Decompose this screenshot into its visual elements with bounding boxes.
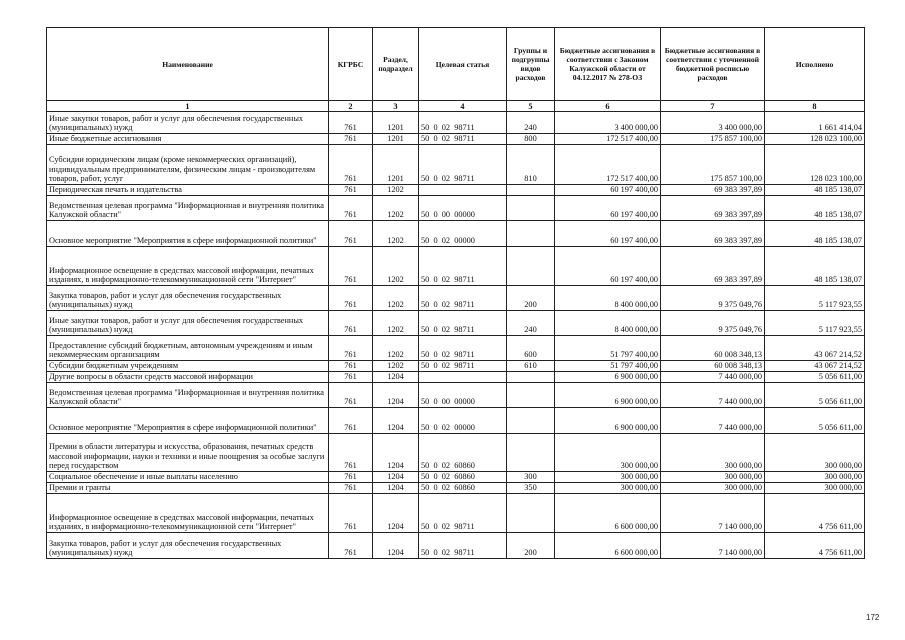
row-executed-amount: 4 756 611,00 — [765, 533, 865, 559]
row-executed-amount: 43 067 214,52 — [765, 336, 865, 361]
row-target: 50 0 02 98711 — [419, 286, 507, 311]
row-target: 50 0 02 98711 — [419, 112, 507, 134]
row-refined-amount: 300 000,00 — [661, 434, 765, 472]
row-name: Ведомственная целевая программа "Информационная и внутренняя политика Калужской области" — [47, 383, 329, 408]
row-law-amount: 172 517 400,00 — [555, 134, 661, 145]
row-law-amount: 51 797 400,00 — [555, 336, 661, 361]
row-section: 1204 — [373, 434, 419, 472]
row-section: 1204 — [373, 494, 419, 533]
column-number: 2 — [329, 101, 373, 112]
row-executed-amount: 5 056 611,00 — [765, 383, 865, 408]
row-kgrbs: 761 — [329, 134, 373, 145]
row-section: 1201 — [373, 134, 419, 145]
row-executed-amount: 300 000,00 — [765, 434, 865, 472]
row-executed-amount: 5 117 923,55 — [765, 286, 865, 311]
row-target: 50 0 00 00000 — [419, 383, 507, 408]
row-kgrbs: 761 — [329, 221, 373, 247]
row-section: 1204 — [373, 372, 419, 383]
row-law-amount: 6 600 000,00 — [555, 533, 661, 559]
row-target: 50 0 02 98711 — [419, 494, 507, 533]
row-name: Субсидии юридическим лицам (кроме некоммерческих организаций), индивидуальным предпринимателям, физическим лицам - производителям товаров, работ, услуг — [47, 145, 329, 185]
row-group: 240 — [507, 112, 555, 134]
table-row — [47, 472, 865, 483]
row-law-amount: 60 197 400,00 — [555, 185, 661, 196]
row-section: 1202 — [373, 361, 419, 372]
row-target: 50 0 02 98711 — [419, 361, 507, 372]
row-name: Основное мероприятие "Мероприятия в сфере информационной политики" — [47, 408, 329, 434]
row-group: 350 — [507, 483, 555, 494]
header-target: Целевая статья — [419, 28, 507, 101]
row-kgrbs: 761 — [329, 145, 373, 185]
row-refined-amount: 175 857 100,00 — [661, 134, 765, 145]
row-kgrbs: 761 — [329, 286, 373, 311]
column-number: 5 — [507, 101, 555, 112]
row-name: Основное мероприятие "Мероприятия в сфере информационной политики" — [47, 221, 329, 247]
row-section: 1204 — [373, 383, 419, 408]
table-row — [47, 533, 865, 559]
row-group — [507, 247, 555, 286]
budget-table — [46, 27, 865, 559]
table-body — [47, 112, 865, 559]
row-refined-amount: 69 383 397,89 — [661, 185, 765, 196]
row-executed-amount: 48 185 138,07 — [765, 221, 865, 247]
row-name: Закупка товаров, работ и услуг для обеспечения государственных (муниципальных) нужд — [47, 533, 329, 559]
row-law-amount: 60 197 400,00 — [555, 221, 661, 247]
header-groups: Группы и подгруппы видов расходов — [507, 28, 555, 101]
row-group — [507, 434, 555, 472]
column-number: 7 — [661, 101, 765, 112]
row-target: 50 0 02 98711 — [419, 247, 507, 286]
row-group — [507, 185, 555, 196]
row-law-amount: 8 400 000,00 — [555, 286, 661, 311]
header-section: Раздел, подраздел — [373, 28, 419, 101]
table-row — [47, 494, 865, 533]
column-number-row — [47, 101, 865, 112]
row-name: Премии и гранты — [47, 483, 329, 494]
column-number: 1 — [47, 101, 329, 112]
row-executed-amount: 1 661 414,04 — [765, 112, 865, 134]
row-name: Периодическая печать и издательства — [47, 185, 329, 196]
row-executed-amount: 48 185 138,07 — [765, 247, 865, 286]
row-executed-amount: 128 023 100,00 — [765, 145, 865, 185]
row-name: Иные бюджетные ассигнования — [47, 134, 329, 145]
row-refined-amount: 300 000,00 — [661, 472, 765, 483]
row-kgrbs: 761 — [329, 112, 373, 134]
row-refined-amount: 7 140 000,00 — [661, 494, 765, 533]
row-law-amount: 6 900 000,00 — [555, 383, 661, 408]
row-target: 50 0 02 60860 — [419, 434, 507, 472]
row-section: 1201 — [373, 112, 419, 134]
row-law-amount: 8 400 000,00 — [555, 311, 661, 336]
row-refined-amount: 7 440 000,00 — [661, 383, 765, 408]
table-row — [47, 196, 865, 221]
row-kgrbs: 761 — [329, 185, 373, 196]
row-name: Закупка товаров, работ и услуг для обеспечения государственных (муниципальных) нужд — [47, 286, 329, 311]
row-target: 50 0 02 00000 — [419, 408, 507, 434]
header-kgrbs: КГРБС — [329, 28, 373, 101]
row-section: 1202 — [373, 336, 419, 361]
row-target: 50 0 00 00000 — [419, 196, 507, 221]
row-executed-amount: 5 117 923,55 — [765, 311, 865, 336]
table-row — [47, 145, 865, 185]
row-target: 50 0 02 60860 — [419, 483, 507, 494]
row-kgrbs: 761 — [329, 196, 373, 221]
row-section: 1202 — [373, 286, 419, 311]
row-target: 50 0 02 98711 — [419, 336, 507, 361]
column-number: 6 — [555, 101, 661, 112]
table-row — [47, 383, 865, 408]
table-row — [47, 483, 865, 494]
row-executed-amount: 5 056 611,00 — [765, 408, 865, 434]
header-name: Наименование — [47, 28, 329, 101]
row-executed-amount: 300 000,00 — [765, 472, 865, 483]
row-target: 50 0 02 60860 — [419, 472, 507, 483]
row-kgrbs: 761 — [329, 408, 373, 434]
row-group — [507, 196, 555, 221]
row-refined-amount: 60 008 348,13 — [661, 336, 765, 361]
row-section: 1204 — [373, 483, 419, 494]
row-refined-amount: 69 383 397,89 — [661, 221, 765, 247]
row-law-amount: 6 600 000,00 — [555, 494, 661, 533]
header-refined: Бюджетные ассигнования в соответствии с уточненной бюджетной росписью расходов — [661, 28, 765, 101]
row-section: 1204 — [373, 472, 419, 483]
row-group: 810 — [507, 145, 555, 185]
row-group: 200 — [507, 533, 555, 559]
row-group: 300 — [507, 472, 555, 483]
row-law-amount: 3 400 000,00 — [555, 112, 661, 134]
row-name: Премии в области литературы и искусства, образования, печатных средств массовой информации, науки и техники и иные поощрения за особые заслуги перед государством — [47, 434, 329, 472]
row-law-amount: 300 000,00 — [555, 483, 661, 494]
row-group — [507, 408, 555, 434]
row-target: 50 0 02 98711 — [419, 134, 507, 145]
row-group: 800 — [507, 134, 555, 145]
row-kgrbs: 761 — [329, 336, 373, 361]
row-target — [419, 372, 507, 383]
row-name: Другие вопросы в области средств массовой информации — [47, 372, 329, 383]
row-section: 1202 — [373, 247, 419, 286]
row-name: Субсидии бюджетным учреждениям — [47, 361, 329, 372]
row-name: Ведомственная целевая программа "Информационная и внутренняя политика Калужской области" — [47, 196, 329, 221]
table-row — [47, 221, 865, 247]
row-law-amount: 60 197 400,00 — [555, 196, 661, 221]
row-law-amount: 51 797 400,00 — [555, 361, 661, 372]
row-kgrbs: 761 — [329, 483, 373, 494]
table-row — [47, 408, 865, 434]
row-kgrbs: 761 — [329, 494, 373, 533]
row-executed-amount: 48 185 138,07 — [765, 185, 865, 196]
row-name: Иные закупки товаров, работ и услуг для обеспечения государственных (муниципальных) нужд — [47, 311, 329, 336]
row-section: 1202 — [373, 221, 419, 247]
row-refined-amount: 69 383 397,89 — [661, 247, 765, 286]
row-section: 1202 — [373, 311, 419, 336]
row-group — [507, 372, 555, 383]
row-name: Информационное освещение в средствах массовой информации, печатных изданиях, в информационно-телекоммуникационной сети "Интернет" — [47, 494, 329, 533]
header-law: Бюджетные ассигнования в соответствии с Законом Калужской области от 04.12.2017 № 278-ОЗ — [555, 28, 661, 101]
row-refined-amount: 300 000,00 — [661, 483, 765, 494]
row-target: 50 0 02 00000 — [419, 221, 507, 247]
row-name: Информационное освещение в средствах массовой информации, печатных изданиях, в информационно-телекоммуникационной сети "Интернет" — [47, 247, 329, 286]
page-number: 172 — [866, 613, 880, 622]
row-law-amount: 300 000,00 — [555, 434, 661, 472]
row-target: 50 0 02 98711 — [419, 533, 507, 559]
row-refined-amount: 175 857 100,00 — [661, 145, 765, 185]
table-row — [47, 336, 865, 361]
column-number: 3 — [373, 101, 419, 112]
column-number: 4 — [419, 101, 507, 112]
row-group: 240 — [507, 311, 555, 336]
row-refined-amount: 69 383 397,89 — [661, 196, 765, 221]
row-kgrbs: 761 — [329, 472, 373, 483]
table-row — [47, 185, 865, 196]
row-law-amount: 6 900 000,00 — [555, 372, 661, 383]
row-refined-amount: 3 400 000,00 — [661, 112, 765, 134]
table-row — [47, 372, 865, 383]
row-refined-amount: 7 440 000,00 — [661, 372, 765, 383]
row-section: 1204 — [373, 533, 419, 559]
row-kgrbs: 761 — [329, 311, 373, 336]
table-row — [47, 311, 865, 336]
row-executed-amount: 5 056 611,00 — [765, 372, 865, 383]
row-section: 1202 — [373, 185, 419, 196]
row-law-amount: 6 900 000,00 — [555, 408, 661, 434]
table-row — [47, 434, 865, 472]
row-executed-amount: 48 185 138,07 — [765, 196, 865, 221]
row-refined-amount: 60 008 348,13 — [661, 361, 765, 372]
header-executed: Исполнено — [765, 28, 865, 101]
row-group — [507, 221, 555, 247]
row-kgrbs: 761 — [329, 434, 373, 472]
row-executed-amount: 4 756 611,00 — [765, 494, 865, 533]
row-kgrbs: 761 — [329, 247, 373, 286]
row-refined-amount: 7 440 000,00 — [661, 408, 765, 434]
row-target — [419, 185, 507, 196]
row-executed-amount: 128 023 100,00 — [765, 134, 865, 145]
row-refined-amount: 9 375 049,76 — [661, 311, 765, 336]
row-group — [507, 383, 555, 408]
row-kgrbs: 761 — [329, 361, 373, 372]
row-name: Предоставление субсидий бюджетным, автономным учреждениям и иным некоммерческим организациям — [47, 336, 329, 361]
row-group: 610 — [507, 361, 555, 372]
row-refined-amount: 7 140 000,00 — [661, 533, 765, 559]
row-section: 1201 — [373, 145, 419, 185]
row-section: 1204 — [373, 408, 419, 434]
header-row — [47, 28, 865, 101]
table-row — [47, 112, 865, 134]
row-executed-amount: 43 067 214,52 — [765, 361, 865, 372]
row-law-amount: 60 197 400,00 — [555, 247, 661, 286]
row-kgrbs: 761 — [329, 533, 373, 559]
row-group: 600 — [507, 336, 555, 361]
table-row — [47, 247, 865, 286]
row-kgrbs: 761 — [329, 383, 373, 408]
table-row — [47, 361, 865, 372]
row-target: 50 0 02 98711 — [419, 145, 507, 185]
row-name: Социальное обеспечение и иные выплаты населению — [47, 472, 329, 483]
row-kgrbs: 761 — [329, 372, 373, 383]
row-group — [507, 494, 555, 533]
row-executed-amount: 300 000,00 — [765, 483, 865, 494]
column-number: 8 — [765, 101, 865, 112]
row-refined-amount: 9 375 049,76 — [661, 286, 765, 311]
row-law-amount: 300 000,00 — [555, 472, 661, 483]
row-group: 200 — [507, 286, 555, 311]
row-law-amount: 172 517 400,00 — [555, 145, 661, 185]
row-target: 50 0 02 98711 — [419, 311, 507, 336]
row-section: 1202 — [373, 196, 419, 221]
table-row — [47, 286, 865, 311]
row-name: Иные закупки товаров, работ и услуг для обеспечения государственных (муниципальных) нужд — [47, 112, 329, 134]
table-row — [47, 134, 865, 145]
